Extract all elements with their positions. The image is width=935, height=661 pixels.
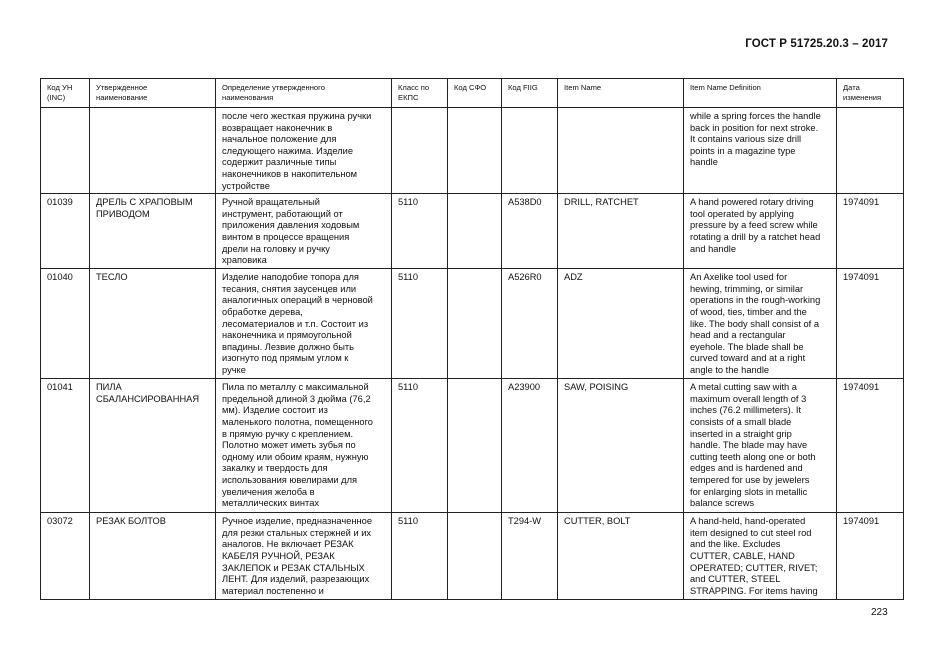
table-row xyxy=(41,379,904,513)
cell-sfo xyxy=(448,194,502,269)
col-header-change-date: Дата изменения xyxy=(837,79,904,108)
cell-fiig: A538D0 xyxy=(502,194,558,269)
cell-inc: 01041 xyxy=(41,379,90,513)
cell-definition: после чего жесткая пружина ручки возвращает наконечник в начальное положение для следующего нажима. Изделие содержит различные типы наконечников в накопительном устройстве xyxy=(216,108,392,194)
cell-definition: Изделие наподобие топора для тесания, снятия заусенцев или аналогичных операций в черновой обработке дерева, лесоматериалов и т.п. Состоит из наконечника и прямоугольной впадины. Лезвие должно быть изогнуто под прямым углом к ручке xyxy=(216,269,392,379)
cell-approved-name: РЕЗАК БОЛТОВ xyxy=(90,513,216,600)
cell-definition: Пила по металлу с максимальной предельной длиной 3 дюйма (76,2 мм). Изделие состоит из маленького полотна, помещенного в прямую ручку с креплением. Полотно может иметь зубья по одному или обоим краям, нужную закалку и твердость для использования ювелирами для увеличения желоба в металлических винтах xyxy=(216,379,392,513)
cell-change-date: 1974091 xyxy=(837,269,904,379)
col-header-definition: Определение утвержденного наименования xyxy=(216,79,392,108)
cell-item-name: ADZ xyxy=(558,269,684,379)
cell-change-date xyxy=(837,108,904,194)
cell-change-date: 1974091 xyxy=(837,379,904,513)
cell-sfo xyxy=(448,269,502,379)
cell-approved-name: ДРЕЛЬ С ХРАПОВЫМ ПРИВОДОМ xyxy=(90,194,216,269)
cell-approved-name: ТЕСЛО xyxy=(90,269,216,379)
cell-sfo xyxy=(448,379,502,513)
cell-class: 5110 xyxy=(392,269,448,379)
cell-sfo xyxy=(448,108,502,194)
col-header-item-name-definition: Item Name Definition xyxy=(684,79,837,108)
cell-item-name-definition: An Axelike tool used for hewing, trimming, or similar operations in the rough-working of wood, ties, timber and the like. The body shall consist of a head and a rectangular eyehole. The blade shall be curved toward and at a right angle to the handle xyxy=(684,269,837,379)
cell-item-name-definition: A metal cutting saw with a maximum overall length of 3 inches (76.2 millimeters). It consists of a small blade inserted in a straight grip handle. The blade may have cutting teeth along one or both edges and is hardened and tempered for use by jewelers for enlarging slots in metallic balance screws xyxy=(684,379,837,513)
cell-sfo xyxy=(448,513,502,600)
col-header-fiig: Код FIIG xyxy=(502,79,558,108)
table-row xyxy=(41,108,904,194)
col-header-item-name: Item Name xyxy=(558,79,684,108)
cell-item-name xyxy=(558,108,684,194)
cell-fiig: A23900 xyxy=(502,379,558,513)
cell-inc xyxy=(41,108,90,194)
cell-fiig xyxy=(502,108,558,194)
table-row xyxy=(41,269,904,379)
cell-class: 5110 xyxy=(392,513,448,600)
document-code: ГОСТ Р 51725.20.3 – 2017 xyxy=(745,38,888,50)
cell-inc: 03072 xyxy=(41,513,90,600)
cell-class: 5110 xyxy=(392,194,448,269)
cell-class xyxy=(392,108,448,194)
cell-approved-name xyxy=(90,108,216,194)
cell-fiig: T294-W xyxy=(502,513,558,600)
col-header-class: Класс по ЕКПС xyxy=(392,79,448,108)
col-header-sfo: Код СФО xyxy=(448,79,502,108)
table-header-row xyxy=(41,79,904,108)
cell-item-name-definition: while a spring forces the handle back in position for next stroke. It contains various size drill points in a magazine type handle xyxy=(684,108,837,194)
cell-item-name: SAW, POISING xyxy=(558,379,684,513)
col-header-approved-name: Утвержденное наименование xyxy=(90,79,216,108)
cell-definition: Ручное изделие, предназначенное для резки стальных стержней и их аналогов. Не включает РЕЗАК КАБЕЛЯ РУЧНОЙ, РЕЗАК ЗАКЛЕПОК и РЕЗАК СТАЛЬНЫХ ЛЕНТ. Для изделий, разрезающих материал постепенно и xyxy=(216,513,392,600)
cell-inc: 01039 xyxy=(41,194,90,269)
cell-item-name-definition: A hand-held, hand-operated item designed to cut steel rod and the like. Excludes CUTTER, CABLE, HAND OPERATED; CUTTER, RIVET; and CUTTER, STEEL STRAPPING. For items having xyxy=(684,513,837,600)
cell-approved-name: ПИЛА СБАЛАНСИРОВАННАЯ xyxy=(90,379,216,513)
cell-class: 5110 xyxy=(392,379,448,513)
cell-change-date: 1974091 xyxy=(837,513,904,600)
cell-definition: Ручной вращательный инструмент, работающий от приложения давления ходовым винтом в процессе вращения дрели на головку и ручку храповика xyxy=(216,194,392,269)
table-row xyxy=(41,194,904,269)
cell-inc: 01040 xyxy=(41,269,90,379)
page-number: 223 xyxy=(871,607,888,618)
cell-item-name: CUTTER, BOLT xyxy=(558,513,684,600)
col-header-inc: Код УН (INC) xyxy=(41,79,90,108)
item-names-table xyxy=(40,78,904,600)
cell-fiig: A526R0 xyxy=(502,269,558,379)
cell-change-date: 1974091 xyxy=(837,194,904,269)
table-row xyxy=(41,513,904,600)
cell-item-name: DRILL, RATCHET xyxy=(558,194,684,269)
cell-item-name-definition: A hand powered rotary driving tool operated by applying pressure by a feed screw while rotating a drill by a ratchet head and handle xyxy=(684,194,837,269)
